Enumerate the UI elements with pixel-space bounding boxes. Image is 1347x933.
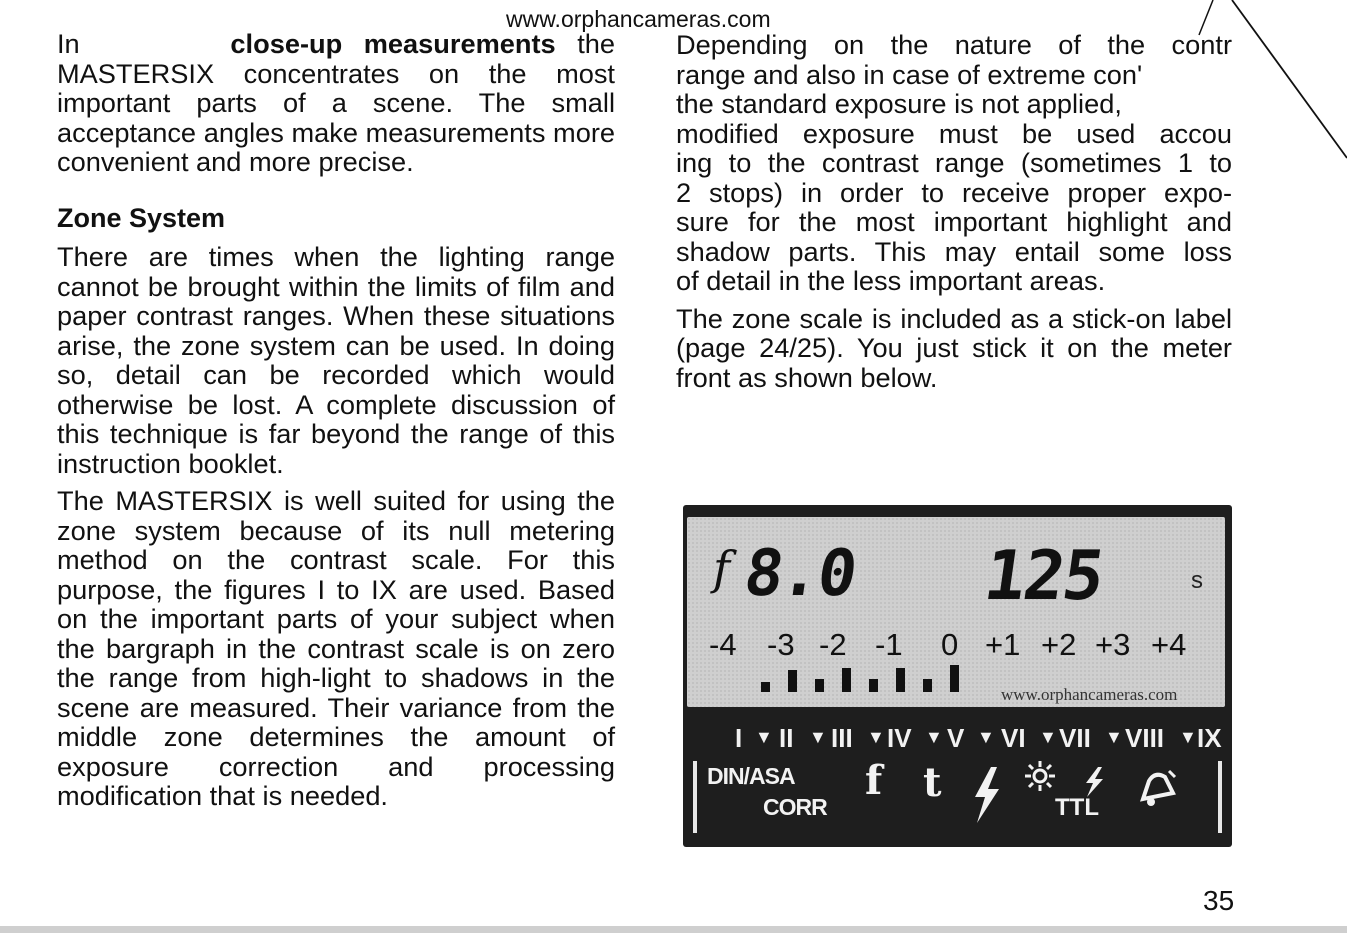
zone-system-heading: Zone System: [57, 202, 226, 233]
zone-mark: IV: [887, 723, 912, 753]
zone-mark: IX: [1197, 723, 1222, 753]
scale-mark: -2: [819, 627, 847, 662]
flash-icon: [971, 767, 1001, 828]
page-number: 35: [1203, 885, 1235, 916]
t-mode-symbol: t: [923, 759, 942, 806]
f-number-symbol: f: [713, 541, 731, 595]
text-line: Depending on the nature of the contr: [676, 29, 1232, 60]
zone-scale: [735, 723, 1222, 753]
control-bracket-right: [1218, 761, 1222, 833]
scale-mark: -4: [709, 627, 737, 662]
paragraph-mastersix-zone: The MASTERSIX is well suited for using the zone system because of its null metering method on the contrast scale. For this purpose, the figures I to IX are used. Based on the important parts of your subject when the bargraph in the contrast scale is on zero the range from high-light to shadows in the scene are measured. Their variance from the middle zone determines the amount of exposure correction and processing modification that is needed.: [57, 485, 615, 811]
control-bracket-left: [693, 761, 697, 833]
scale-mark: -1: [875, 627, 903, 662]
scale-mark: +3: [1095, 627, 1131, 662]
paragraph-zone-scale-label: The zone scale is included as a stick-on label (page 24/25). You just stick it on the meter front as shown below.: [676, 302, 1232, 393]
scale-mark: +4: [1151, 627, 1187, 662]
right-column: [676, 30, 1232, 392]
shutter-readout: 125: [979, 537, 1108, 616]
paragraph-closeup: [57, 29, 615, 177]
scale-mark: 0: [941, 627, 959, 662]
zone-mark: V: [947, 723, 965, 753]
seconds-unit: s: [1191, 567, 1203, 594]
zone-mark: II: [779, 723, 794, 753]
f-mode-symbol: f: [865, 757, 883, 804]
din-asa-label: DIN/ASA: [707, 763, 795, 789]
ttl-label: TTL: [1055, 794, 1099, 821]
aperture-readout: 8.0: [739, 537, 860, 611]
bargraph-bar: [923, 679, 932, 692]
zone-mark: I: [735, 723, 743, 753]
lcd-watermark: www.orphancameras.com: [1001, 685, 1178, 704]
signal-bell-icon: [1135, 769, 1179, 814]
text-line: range and also in case of extreme con': [676, 58, 1143, 90]
text-line: sure for the most important highlight and: [676, 206, 1232, 237]
closeup-intro: In: [57, 28, 80, 59]
lcd-panel: [687, 517, 1225, 707]
zone-arrow: ▼: [1179, 727, 1197, 747]
scale-mark: -3: [767, 627, 795, 662]
watermark-top: www.orphancameras.com: [506, 6, 771, 32]
text-line: ing to the contrast range (sometimes 1 to: [676, 147, 1232, 178]
text-line: 2 stops) in order to receive proper expo-: [676, 176, 1232, 208]
zone-mark: III: [831, 723, 853, 753]
contrast-scale: [703, 627, 1213, 667]
ambient-light-icon: [1025, 761, 1055, 796]
bargraph-bar: [815, 679, 824, 692]
zone-arrow: ▼: [755, 727, 773, 747]
zone-mark: VII: [1059, 723, 1091, 753]
scale-mark: +2: [1041, 627, 1077, 662]
bargraph-bar: [896, 668, 905, 692]
bargraph-bar: [842, 668, 851, 692]
zone-arrow: ▼: [809, 727, 827, 747]
closeup-rest: the MASTERSIX concentrates on the most important parts of a scene. The small acceptance angles make measurements more convenient and more precise.: [57, 28, 616, 177]
bargraph-bar: [950, 665, 959, 692]
text-line: modified exposure must be used accou: [676, 117, 1232, 149]
paragraph-lighting-range: There are times when the lighting range cannot be brought within the limits of film and paper contrast ranges. When these situations arise, the zone system can be used. In doing so, detail can be recorded which would otherwise be lost. A complete discussion of this technique is far beyond the range of this instruction booklet.: [57, 241, 615, 479]
scale-mark: +1: [985, 627, 1021, 662]
text-line: the standard exposure is not applied,: [676, 88, 1122, 119]
bottom-rule: [0, 926, 1347, 933]
zone-arrow: ▼: [977, 727, 995, 747]
text-line: shadow parts. This may entail some loss: [676, 235, 1232, 267]
zone-arrow: ▼: [925, 727, 943, 747]
bargraph-bar: [869, 679, 878, 692]
zone-arrow: ▼: [1105, 727, 1123, 747]
corr-label: CORR: [763, 794, 827, 820]
left-column: [57, 29, 615, 811]
paragraph-contrast-range: [676, 30, 1232, 296]
zone-mark: VIII: [1125, 723, 1165, 753]
bargraph-bar: [788, 670, 797, 692]
meter-display-figure: [683, 505, 1232, 847]
closeup-bold: close-up measurements: [230, 28, 556, 59]
bargraph: [761, 664, 981, 692]
zone-mark: VI: [1001, 723, 1026, 753]
zone-arrow: ▼: [1039, 727, 1057, 747]
zone-arrow: ▼: [867, 727, 885, 747]
bargraph-bar: [761, 682, 770, 692]
text-line: of detail in the less important areas.: [676, 265, 1106, 296]
